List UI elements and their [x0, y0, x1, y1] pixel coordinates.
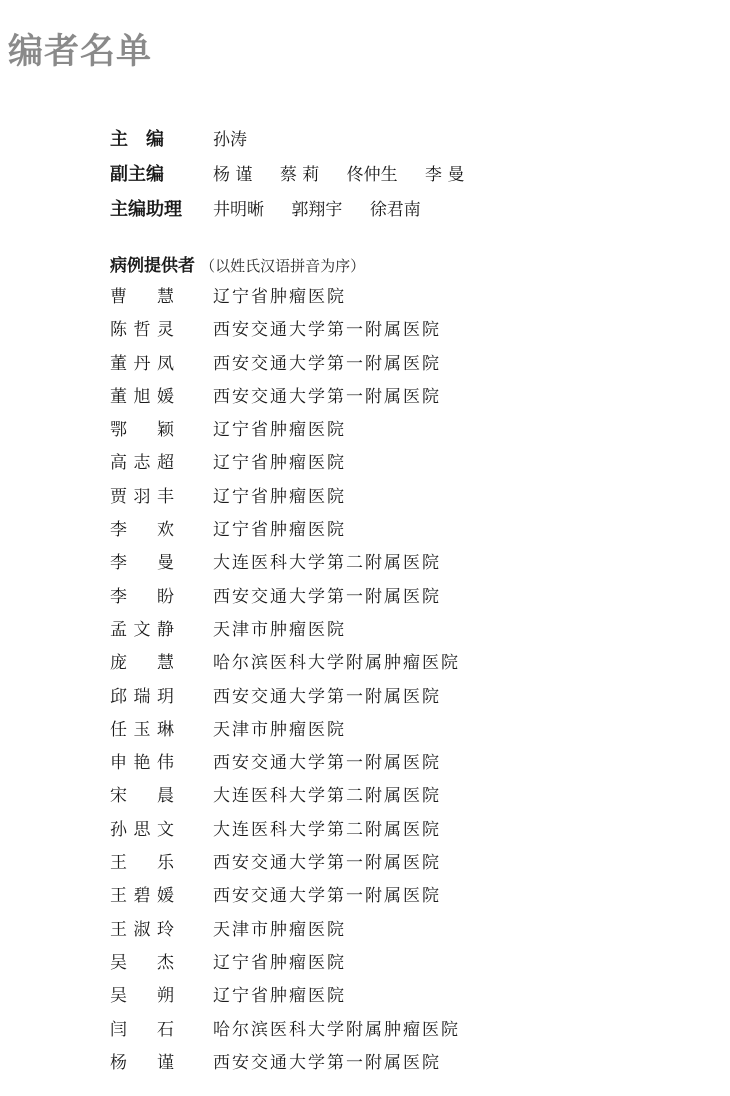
contributor-institution: 西安交通大学第一附属医院	[213, 1052, 441, 1073]
contributor-name: 高志超	[110, 453, 176, 474]
contributor-institution: 辽宁省肿瘤医院	[213, 453, 346, 474]
list-item	[110, 814, 670, 847]
contributor-name: 董旭媛	[110, 386, 176, 407]
editor-assistant-name: 井明晰	[213, 200, 264, 220]
list-item	[110, 481, 670, 514]
contributor-name: 宋晨	[110, 786, 176, 807]
deputy-editors-label: 副主编	[110, 164, 164, 185]
list-item	[110, 281, 670, 314]
contributor-name: 邱瑞玥	[110, 686, 176, 707]
contributor-name: 贾羽丰	[110, 486, 176, 507]
contributor-name: 鄂颖	[110, 420, 176, 441]
contributor-institution: 西安交通大学第一附属医院	[213, 753, 441, 774]
editor-assistants-names	[213, 195, 443, 225]
list-item	[110, 681, 670, 714]
list-item	[110, 714, 670, 747]
deputy-editor-name: 杨 谨	[213, 165, 253, 185]
contributor-name: 李欢	[110, 520, 176, 541]
list-item	[110, 914, 670, 947]
contributor-institution: 西安交通大学第一附属医院	[213, 886, 441, 907]
contributor-institution: 辽宁省肿瘤医院	[213, 986, 346, 1007]
contributor-list	[110, 281, 670, 1080]
contributor-institution: 西安交通大学第一附属医院	[213, 320, 441, 341]
contributor-name: 闫石	[110, 1019, 176, 1040]
contributor-institution: 辽宁省肿瘤医院	[213, 287, 346, 307]
contributor-institution: 西安交通大学第一附属医院	[213, 353, 441, 374]
page-title: 编者名单	[8, 32, 153, 72]
list-item	[110, 1014, 670, 1047]
chief-editor-names	[213, 125, 269, 155]
contributor-institution: 大连医科大学第二附属医院	[213, 553, 441, 574]
list-item	[110, 381, 670, 414]
contributor-name: 庞慧	[110, 653, 176, 674]
list-item	[110, 880, 670, 913]
contributor-institution: 大连医科大学第二附属医院	[213, 819, 441, 840]
chief-editor-name: 孙涛	[213, 130, 247, 150]
deputy-editors-names	[213, 160, 486, 190]
editor-assistant-name: 徐君南	[369, 200, 421, 220]
contributor-name: 王淑玲	[110, 919, 176, 940]
list-item	[110, 747, 670, 780]
list-item	[110, 780, 670, 813]
contributor-institution: 辽宁省肿瘤医院	[213, 420, 346, 441]
contributor-institution: 辽宁省肿瘤医院	[213, 952, 346, 973]
contributor-name: 王碧媛	[110, 886, 176, 907]
list-item	[110, 414, 670, 447]
list-item	[110, 314, 670, 347]
list-item	[110, 1047, 670, 1080]
list-item	[110, 847, 670, 880]
contributor-name: 王乐	[110, 853, 176, 874]
list-item	[110, 348, 670, 381]
contributor-name: 曹慧	[110, 287, 176, 307]
contributors-heading	[110, 253, 365, 279]
contributor-name: 陈哲灵	[110, 320, 176, 341]
contributor-institution: 哈尔滨医科大学附属肿瘤医院	[213, 653, 460, 674]
contributors-note: （以姓氏汉语拼音为序）	[200, 257, 366, 275]
contributor-name: 孟文静	[110, 619, 176, 640]
list-item	[110, 947, 670, 980]
deputy-editor-name: 佟仲生	[346, 165, 398, 185]
contributor-name: 任玉琳	[110, 719, 176, 740]
list-item	[110, 581, 670, 614]
contributor-name: 董丹凤	[110, 353, 176, 374]
contributor-name: 李盼	[110, 586, 176, 607]
contributor-name: 孙思文	[110, 819, 176, 840]
contributor-institution: 大连医科大学第二附属医院	[213, 786, 441, 807]
contributor-institution: 西安交通大学第一附属医院	[213, 386, 441, 407]
contributor-name: 申艳伟	[110, 753, 176, 774]
contributor-institution: 西安交通大学第一附属医院	[213, 853, 441, 874]
contributor-name: 吴杰	[110, 952, 176, 973]
list-item	[110, 614, 670, 647]
list-item	[110, 647, 670, 680]
chief-editor-label: 主 编	[110, 129, 164, 150]
list-item	[110, 447, 670, 480]
contributor-institution: 天津市肿瘤医院	[213, 619, 346, 640]
contributor-institution: 辽宁省肿瘤医院	[213, 486, 346, 507]
contributor-name: 吴朔	[110, 986, 176, 1007]
list-item	[110, 547, 670, 580]
contributor-institution: 辽宁省肿瘤医院	[213, 520, 346, 541]
deputy-editor-name: 李 曼	[425, 165, 465, 185]
contributor-institution: 天津市肿瘤医院	[213, 719, 346, 740]
list-item	[110, 514, 670, 547]
contributor-name: 李曼	[110, 553, 176, 574]
contributor-institution: 西安交通大学第一附属医院	[213, 686, 441, 707]
deputy-editor-name: 蔡 莉	[279, 165, 320, 185]
editor-assistants-label: 主编助理	[110, 199, 182, 220]
contributor-institution: 西安交通大学第一附属医院	[213, 586, 441, 607]
contributor-institution: 哈尔滨医科大学附属肿瘤医院	[213, 1019, 460, 1040]
contributor-name: 杨谨	[110, 1052, 176, 1073]
editor-assistant-name: 郭翔宇	[291, 200, 343, 220]
contributor-institution: 天津市肿瘤医院	[213, 919, 346, 940]
contributors-title: 病例提供者	[110, 256, 195, 276]
list-item	[110, 980, 670, 1013]
